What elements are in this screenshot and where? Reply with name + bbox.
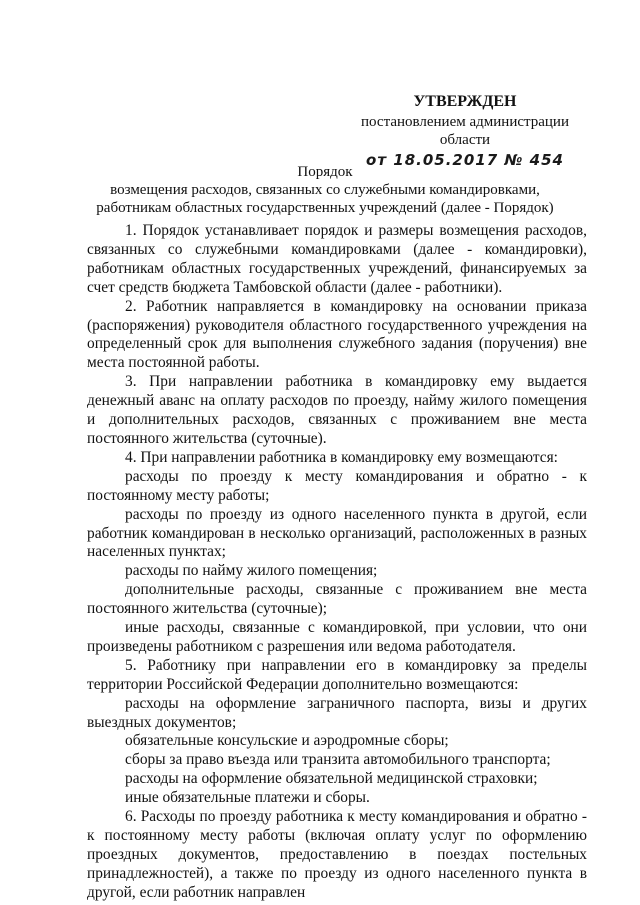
approval-decree-line: постановлением администрации области: [361, 114, 569, 148]
paragraph: иные расходы, связанные с командировкой, при условии, что они произведены работником с разрешения или ведома работодателя.: [87, 619, 587, 655]
paragraph: 1. Порядок устанавливает порядок и размеры возмещения расходов, связанных со служебными командировками (далее - командировки), работникам областных государственных учреждений, финансируемых за счет средств бюджета Тамбовской области (далее - работники).: [87, 222, 587, 296]
approval-heading: УТВЕРЖДЕН: [413, 93, 517, 110]
paragraph: расходы по проезду к месту командирования и обратно - к постоянному месту работы;: [87, 467, 587, 504]
paragraph: 6. Расходы по проезду работника к месту командирования и обратно - к постоянному месту работы (включая оплату услуг по оформлению проездных документов, предоставлению в поездах постельных принадлежностей), а также по проезду из одного населенного пункта в другой, если работник направлен: [87, 808, 587, 901]
document-title: [60, 163, 590, 217]
paragraph: иные обязательные платежи и сборы.: [125, 789, 370, 807]
title-line-3: работникам областных государственных учреждений (далее - Порядок): [96, 200, 554, 216]
paragraph: расходы на оформление обязательной медицинской страховки;: [125, 770, 538, 788]
paragraph: дополнительные расходы, связанные с проживанием вне места постоянного жительства (суточные);: [87, 581, 587, 618]
approval-handwritten-date: от 18.05.2017 № 454: [366, 151, 564, 169]
paragraph: 2. Работник направляется в командировку на основании приказа (распоряжения) руководителя областного государственного учреждения на определенный срок для выполнения служебного задания (поручения) вне места постоянной работы.: [87, 297, 587, 372]
paragraph: 4. При направлении работника в командировку ему возмещаются:: [125, 448, 558, 466]
paragraph: 3. При направлении работника в командировку ему выдается денежный аванс на оплату расходов по проезду, найму жилого помещения и дополнительных расходов, связанных с проживанием вне места постоянного жительства (суточные).: [87, 373, 587, 447]
paragraph: расходы по найму жилого помещения;: [125, 562, 378, 580]
title-line-2: возмещения расходов, связанных со служебными командировками,: [110, 182, 540, 198]
paragraph: сборы за право въезда или транзита автомобильного транспорта;: [125, 751, 551, 769]
title-line-1: Порядок: [297, 164, 353, 180]
paragraph: 5. Работнику при направлении его в командировку за пределы территории Российской Федерации дополнительно возмещаются:: [87, 656, 587, 693]
approval-stamp-block: [340, 93, 590, 169]
document-body: [87, 222, 587, 903]
paragraph: обязательные консульские и аэродромные сборы;: [125, 732, 449, 750]
paragraph: расходы по проезду из одного населенного пункта в другой, если работник командирован в несколько организаций, расположенных в разных населенных пунктах;: [87, 505, 587, 561]
paragraph: расходы на оформление заграничного паспорта, визы и других выездных документов;: [87, 694, 587, 731]
